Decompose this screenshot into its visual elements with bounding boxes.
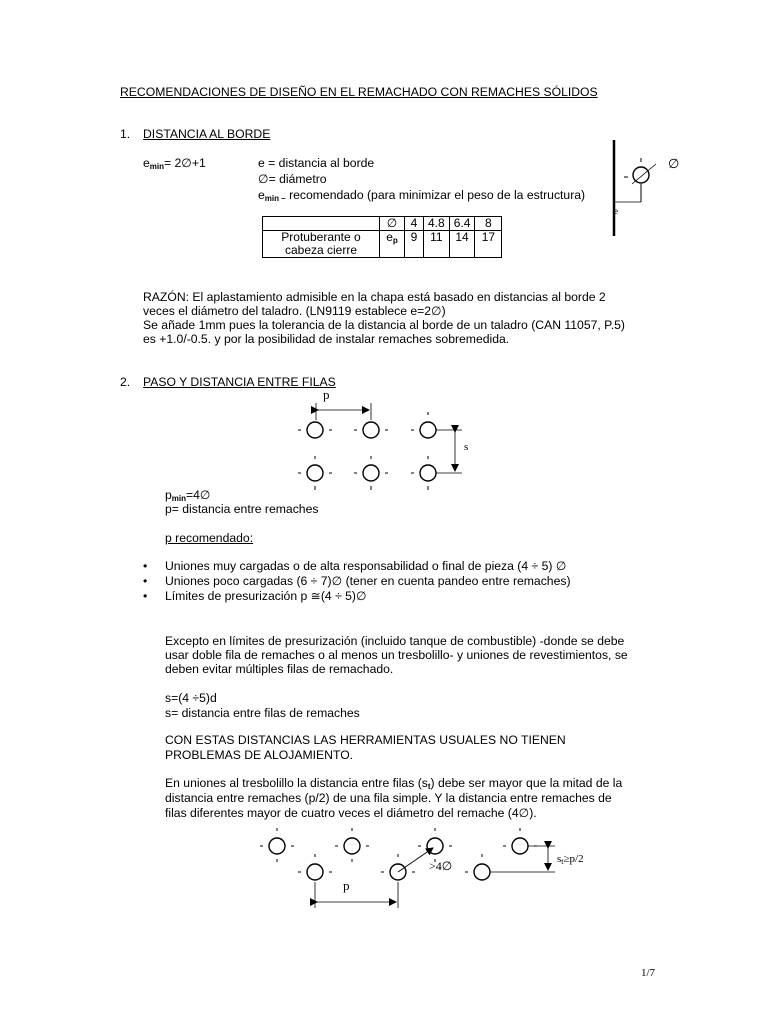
stagger-figure bbox=[255, 826, 595, 910]
rivet-circle bbox=[420, 465, 436, 481]
p-recommended-heading: p recomendado: bbox=[165, 531, 254, 545]
section-2-number: 2. bbox=[120, 375, 131, 389]
centerline-ticks bbox=[298, 412, 428, 490]
section-1-number: 1. bbox=[120, 127, 131, 141]
reason-line-4: es +1.0/-0.5. y por la posibilidad de instalar remaches sobremedida. bbox=[143, 332, 510, 346]
stagger-line-2: distancia entre remaches (p/2) de una fila simple. Y la distancia entre remaches de bbox=[165, 791, 612, 805]
definition-diameter: ∅= diámetro bbox=[258, 172, 327, 186]
def3-e: e bbox=[258, 188, 265, 202]
caps-line-2: PROBLEMAS DE ALOJAMIENTO. bbox=[165, 748, 354, 762]
page-title: RECOMENDACIONES DE DISEÑO EN EL REMACHADO CON REMACHES SÓLIDOS bbox=[120, 85, 598, 99]
rivet-circle bbox=[633, 167, 649, 183]
rivet-circle bbox=[344, 838, 360, 854]
recommendation-list bbox=[141, 559, 571, 604]
definition-e: e = distancia al borde bbox=[258, 156, 375, 170]
caps-line-1: CON ESTAS DISTANCIAS LAS HERRAMIENTAS USUALES NO TIENEN bbox=[165, 733, 566, 747]
rivet-circle bbox=[307, 422, 323, 438]
rivet-circle bbox=[363, 465, 379, 481]
pitch-label: p bbox=[323, 387, 330, 402]
emin-e: e bbox=[143, 156, 150, 170]
table-cell: 17 bbox=[475, 231, 502, 258]
emin-sub: min bbox=[149, 162, 165, 171]
ep-sub: p bbox=[392, 236, 398, 245]
section-1-heading: DISTANCIA AL BORDE bbox=[143, 127, 271, 141]
st-rest: ≥p/2 bbox=[563, 853, 584, 865]
s-formula: s=(4 ÷5)d bbox=[165, 691, 217, 705]
stagger-centerline-ticks bbox=[260, 828, 537, 872]
table-header-symbol: ∅ bbox=[380, 217, 405, 231]
list-item: • Uniones poco cargadas (6 ÷ 7)∅ (tener en cuenta pandeo entre remaches) bbox=[141, 574, 571, 589]
rivet-circle bbox=[474, 864, 490, 880]
stagger-rivets bbox=[269, 838, 528, 880]
list-item: • Uniones muy cargadas o de alta responsabilidad o final de pieza (4 ÷ 5) ∅ bbox=[141, 559, 571, 574]
stagger-1b: ) debe ser mayor que la mitad de la bbox=[430, 776, 623, 790]
rivet-circle bbox=[420, 422, 436, 438]
rivet-circle bbox=[269, 838, 285, 854]
rivet-circle bbox=[512, 838, 528, 854]
diagonal-distance-arrow bbox=[398, 848, 433, 872]
rivet-circle bbox=[363, 422, 379, 438]
table-header-row bbox=[263, 217, 502, 231]
pmin-p: p bbox=[165, 488, 172, 502]
edge-distance-figure bbox=[600, 136, 690, 240]
table-cell: 8 bbox=[475, 217, 502, 231]
pitch-figure bbox=[290, 386, 480, 496]
emin-formula bbox=[143, 156, 206, 174]
table-corner bbox=[263, 217, 380, 231]
rivet-circle bbox=[307, 465, 323, 481]
table-cell: 4.8 bbox=[424, 217, 450, 231]
pitch-definition: p= distancia entre remaches bbox=[165, 502, 319, 516]
rivet-grid bbox=[307, 422, 436, 481]
stagger-spacing-label bbox=[557, 853, 584, 866]
row-spacing-label: s bbox=[464, 441, 469, 453]
diagonal-distance-label: >4∅ bbox=[429, 859, 453, 873]
stagger-line-3: filas diferentes mayor de cuatro veces el diámetro del remache (4∅). bbox=[165, 806, 537, 820]
page-number: 1/7 bbox=[641, 967, 656, 979]
s-definition: s= distancia entre filas de remaches bbox=[165, 706, 360, 720]
reason-line-3: Se añade 1mm pues la tolerancia de la distancia al borde de un taladro (CAN 11057, P.5) bbox=[143, 318, 625, 332]
pmin-rest: =4∅ bbox=[186, 488, 211, 502]
emin-rest: = 2∅+1 bbox=[164, 156, 206, 170]
row-label-1: Protuberante o bbox=[281, 230, 361, 244]
stagger-1a: En uniones al tresbolillo la distancia entre filas (s bbox=[165, 776, 428, 790]
rivet-circle bbox=[427, 838, 443, 854]
edge-distance-table bbox=[262, 216, 502, 258]
table-cell: 14 bbox=[449, 231, 475, 258]
except-line-1: Excepto en límites de presurización (incluido tanque de combustible) -donde se debe bbox=[165, 634, 625, 648]
except-line-2: usar doble fila de remaches o al menos un tresbolillo- y uniones de revestimientos, se bbox=[165, 648, 628, 662]
definition-emin bbox=[258, 188, 585, 206]
table-cell: 11 bbox=[424, 231, 450, 258]
diameter-symbol: ∅ bbox=[668, 156, 680, 171]
ep-e: e bbox=[386, 230, 393, 244]
row-label-2: cabeza cierre bbox=[284, 243, 358, 257]
stagger-1sub: t bbox=[427, 782, 431, 791]
table-row-label bbox=[263, 231, 380, 258]
def3-sub: min – bbox=[264, 194, 286, 203]
pitch-label: p bbox=[343, 878, 350, 893]
list-item: • Límites de presurización p ≅(4 ÷ 5)∅ bbox=[141, 589, 571, 604]
edge-label: e bbox=[614, 206, 618, 216]
table-row bbox=[263, 231, 502, 258]
st-s: s bbox=[557, 853, 562, 865]
rivet-circle bbox=[307, 864, 323, 880]
def3-rest: recomendado (para minimizar el peso de la estructura) bbox=[285, 188, 586, 202]
st-sub: t bbox=[561, 857, 564, 866]
reason-line-1: RAZÓN: El aplastamiento admisible en la chapa está basado en distancias al borde 2 bbox=[143, 290, 606, 304]
table-cell: 4 bbox=[405, 217, 424, 231]
table-cell: 6.4 bbox=[449, 217, 475, 231]
table-ep bbox=[380, 231, 405, 258]
table-cell: 9 bbox=[405, 231, 424, 258]
pmin-sub: min bbox=[171, 494, 187, 503]
reason-line-2: veces el diámetro del taladro. (LN9119 establece e=2∅) bbox=[143, 304, 446, 318]
section-2-heading: PASO Y DISTANCIA ENTRE FILAS bbox=[143, 375, 336, 389]
except-line-3: deben evitar múltiples filas de remachado. bbox=[165, 662, 394, 676]
